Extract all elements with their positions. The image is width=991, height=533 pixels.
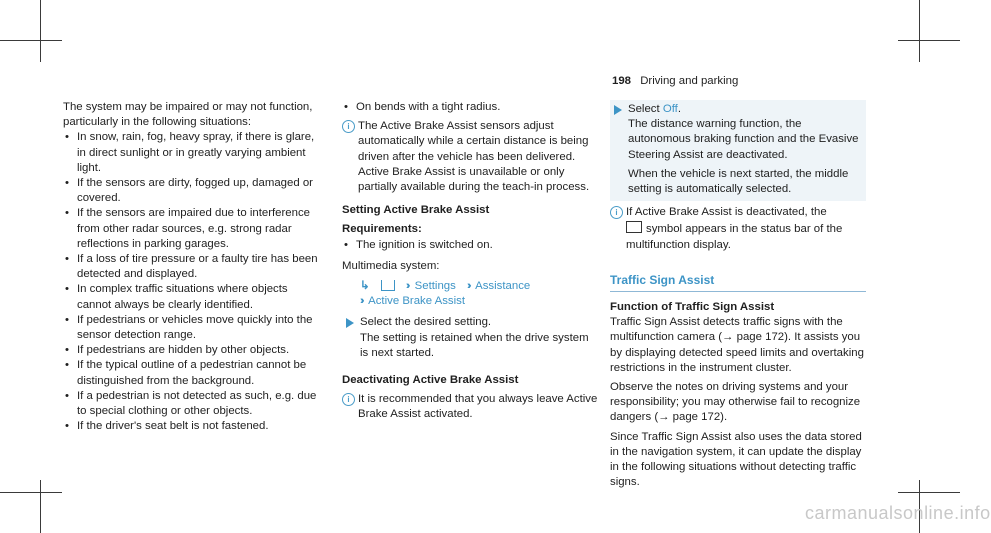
step-select-setting [342,313,598,365]
list-item: • In snow, rain, fog, heavy spray, if there is glare, in direct sunlight or in greatly varying ambient light. [63,130,319,176]
column-right [610,100,866,490]
crop-mark [0,492,62,493]
situation-list-cont [342,100,598,115]
page-header [612,74,738,89]
paragraph: Since Traffic Sign Assist also uses the data stored in the navigation system, it can update the display in the following situations without detecting traffic signs. [610,430,862,489]
crop-mark [919,0,920,62]
list-item: • The ignition is switched on. [342,238,598,253]
requirements-heading: Requirements: [342,223,422,236]
info-icon: i [610,206,623,219]
info-icon: i [342,120,355,133]
paragraph: Observe the notes on driving systems and your responsibility; you may otherwise fail to recognize dangers (→ page 172). [610,381,861,424]
list-item: • If the typical outline of a pedestrian cannot be distinguished from the background. [63,358,319,388]
section-heading-traffic-sign-assist: Traffic Sign Assist [610,273,866,292]
watermark: carmanualsonline.info [805,503,991,523]
requirements-list [342,238,598,253]
step-text: The distance warning function, the autonomous braking function and the Evasive Steering Assist are deactivated. [628,118,859,161]
list-item: • If the sensors are impaired due to interference from other radar sources, e.g. strong radar reflections in parking garages. [63,206,319,252]
multimedia-label: Multimedia system: [342,259,440,272]
column-left [63,100,319,434]
list-item: • If the driver's seat belt is not fastened. [63,419,319,434]
step-text-2: When the vehicle is next started, the middle setting is automatically selected. [628,167,849,196]
note-text-a: If Active Brake Assist is deactivated, the [626,206,827,219]
return-arrow-icon: ↳ [360,280,370,293]
info-icon: i [342,393,355,406]
menu-link-assistance[interactable]: Assistance [475,280,531,293]
chevron-right-icon: ›› [360,295,362,308]
step-text: The setting is retained when the drive system is next started. [360,331,589,359]
setting-heading: Setting Active Brake Assist [342,204,490,217]
chevron-right-icon: ›› [467,280,469,293]
crop-mark [898,492,960,493]
list-item: • If a pedestrian is not detected as such, e.g. due to special clothing or other objects. [63,389,319,419]
step-prefix: Select [628,103,663,115]
home-icon[interactable] [381,280,395,291]
crop-mark [40,0,41,62]
crop-mark [0,40,62,41]
step-select-off: Select Off. The distance warning function, the autonomous braking function and the Evasive Steering Assist are deactivated. When the vehicle is next started, the middle setting is automatically selected. [610,100,866,201]
crop-mark [40,480,41,533]
intro-text: The system may be impaired or may not function, particularly in the following situations: [63,101,313,129]
list-item: • If pedestrians or vehicles move quickly into the sensor detection range. [63,313,319,343]
section-title: Driving and parking [640,75,739,87]
list-item: • If a loss of tire pressure or a faulty tire has been detected and displayed. [63,252,319,282]
note-text-b: symbol appears in the status bar of the multifunction display. [626,223,843,251]
note-text: The Active Brake Assist sensors adjust automatically while a certain distance is being driven after the vehicle has been delivered. Active Brake Assist is unavailable or only partially available during the teach-in process. [358,120,590,194]
info-note [342,392,598,422]
list-item: • If the sensors are dirty, fogged up, damaged or covered. [63,176,319,206]
note-text: It is recommended that you always leave Active Brake Assist activated. [358,393,598,421]
menu-path [342,278,598,309]
step-arrow-icon [614,105,622,115]
page-number: 198 [612,75,632,87]
situation-list [63,130,319,434]
off-option-link[interactable]: Off [662,103,678,115]
deactivating-heading: Deactivating Active Brake Assist [342,374,519,387]
chevron-right-icon: ›› [405,280,408,293]
list-item: • In complex traffic situations where objects cannot always be clearly identified. [63,282,319,312]
info-note [610,205,866,253]
paragraph: Traffic Sign Assist detects traffic signs with the multifunction camera (→ page 172). It assists you by displaying detected speed limits and overtaking restrictions in the instrument cluster. [610,316,864,374]
function-heading: Function of Traffic Sign Assist [610,301,775,314]
column-middle [342,100,598,423]
list-item: • If pedestrians are hidden by other objects. [63,343,319,358]
step-title: Select the desired setting. [360,316,492,329]
menu-link-settings[interactable]: Settings [414,280,456,293]
info-note [342,119,598,195]
menu-link-active-brake-assist[interactable]: Active Brake Assist [368,295,465,308]
step-arrow-icon [346,318,354,328]
list-item: • On bends with a tight radius. [342,100,598,115]
crop-mark [898,40,960,41]
brake-assist-off-icon [626,221,642,233]
